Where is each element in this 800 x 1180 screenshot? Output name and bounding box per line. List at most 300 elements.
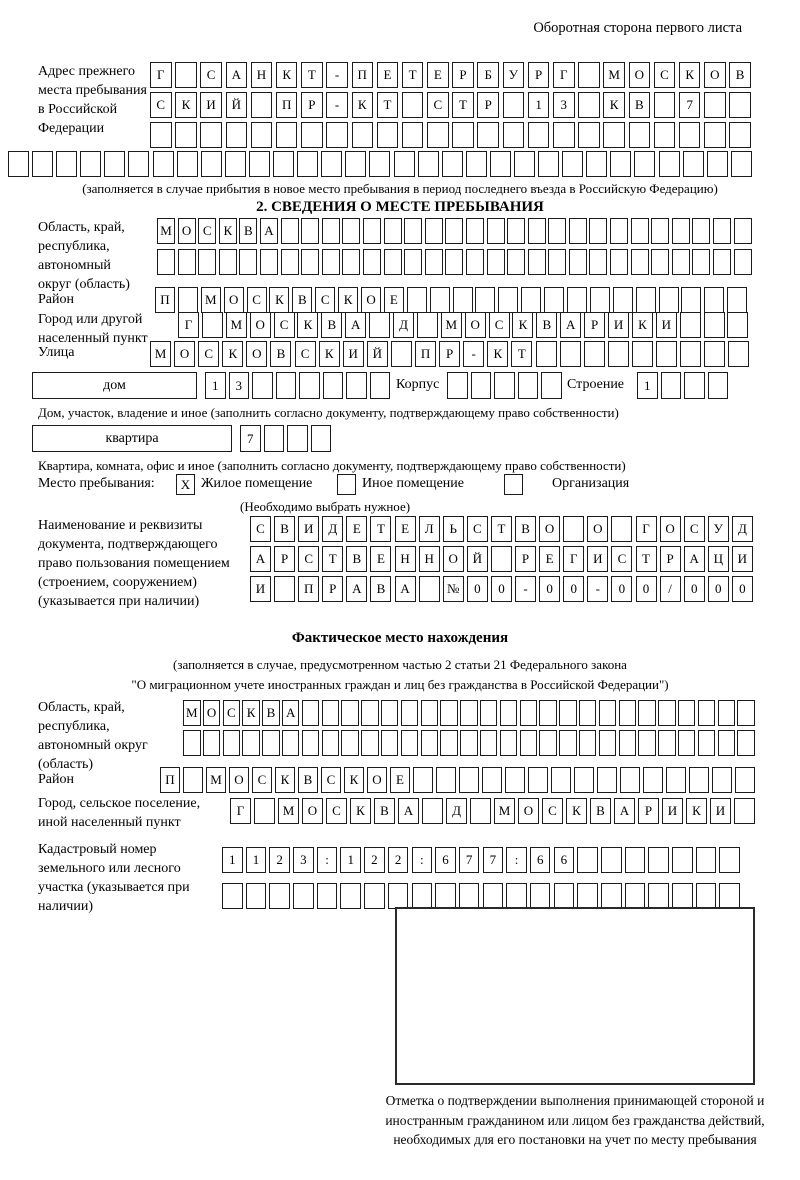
char-cell[interactable]: О bbox=[367, 767, 387, 793]
char-cell[interactable] bbox=[246, 883, 267, 909]
char-cell[interactable] bbox=[8, 151, 29, 177]
char-cell[interactable]: - bbox=[515, 576, 536, 602]
char-cell[interactable]: - bbox=[463, 341, 484, 367]
char-cell[interactable] bbox=[282, 730, 300, 756]
char-cell[interactable] bbox=[226, 122, 248, 148]
char-cell[interactable]: О bbox=[250, 312, 271, 338]
char-cell[interactable]: М bbox=[603, 62, 625, 88]
char-cell[interactable]: К bbox=[350, 798, 371, 824]
char-cell[interactable] bbox=[579, 700, 597, 726]
char-cell[interactable]: 6 bbox=[554, 847, 575, 873]
char-cell[interactable] bbox=[269, 883, 290, 909]
char-cell[interactable] bbox=[201, 151, 222, 177]
char-cell[interactable] bbox=[601, 883, 622, 909]
char-cell[interactable] bbox=[341, 730, 359, 756]
char-cell[interactable] bbox=[281, 218, 299, 244]
char-cell[interactable]: В bbox=[729, 62, 751, 88]
char-cell[interactable]: О bbox=[229, 767, 249, 793]
char-cell[interactable]: С bbox=[321, 767, 341, 793]
char-cell[interactable] bbox=[734, 218, 752, 244]
char-cell[interactable]: А bbox=[560, 312, 581, 338]
char-cell[interactable] bbox=[734, 798, 755, 824]
char-cell[interactable] bbox=[589, 249, 607, 275]
char-cell[interactable]: С bbox=[223, 700, 241, 726]
char-cell[interactable] bbox=[440, 700, 458, 726]
char-cell[interactable]: Е bbox=[390, 767, 410, 793]
char-cell[interactable]: С bbox=[611, 546, 632, 572]
char-cell[interactable]: 7 bbox=[240, 425, 261, 452]
char-cell[interactable] bbox=[150, 122, 172, 148]
char-cell[interactable] bbox=[729, 122, 751, 148]
char-cell[interactable] bbox=[597, 767, 617, 793]
char-cell[interactable]: В bbox=[270, 341, 291, 367]
char-cell[interactable] bbox=[577, 883, 598, 909]
char-cell[interactable] bbox=[651, 249, 669, 275]
char-cell[interactable] bbox=[480, 700, 498, 726]
char-cell[interactable] bbox=[651, 218, 669, 244]
char-cell[interactable] bbox=[249, 151, 270, 177]
char-cell[interactable] bbox=[735, 767, 755, 793]
char-cell[interactable]: 2 bbox=[269, 847, 290, 873]
char-cell[interactable] bbox=[460, 700, 478, 726]
char-cell[interactable]: С bbox=[654, 62, 676, 88]
char-cell[interactable] bbox=[528, 249, 546, 275]
char-cell[interactable] bbox=[696, 847, 717, 873]
char-cell[interactable]: У bbox=[708, 516, 729, 542]
char-cell[interactable] bbox=[363, 249, 381, 275]
char-cell[interactable] bbox=[491, 546, 512, 572]
char-cell[interactable]: И bbox=[250, 576, 271, 602]
char-cell[interactable]: С bbox=[467, 516, 488, 542]
char-cell[interactable] bbox=[704, 92, 726, 118]
char-cell[interactable]: Т bbox=[377, 92, 399, 118]
char-cell[interactable] bbox=[731, 151, 752, 177]
char-cell[interactable] bbox=[276, 372, 297, 399]
char-cell[interactable] bbox=[727, 287, 747, 313]
char-cell[interactable] bbox=[326, 122, 348, 148]
char-cell[interactable] bbox=[274, 576, 295, 602]
char-cell[interactable] bbox=[562, 151, 583, 177]
char-cell[interactable]: О bbox=[443, 546, 464, 572]
char-cell[interactable] bbox=[157, 249, 175, 275]
char-cell[interactable] bbox=[494, 372, 515, 399]
char-cell[interactable] bbox=[551, 767, 571, 793]
char-cell[interactable]: Т bbox=[452, 92, 474, 118]
char-cell[interactable]: М bbox=[150, 341, 171, 367]
char-cell[interactable]: Г bbox=[230, 798, 251, 824]
char-cell[interactable]: С bbox=[200, 62, 222, 88]
char-cell[interactable]: А bbox=[684, 546, 705, 572]
char-cell[interactable]: П bbox=[415, 341, 436, 367]
apartment-box[interactable]: квартира bbox=[32, 425, 232, 452]
char-cell[interactable] bbox=[80, 151, 101, 177]
char-cell[interactable] bbox=[608, 341, 629, 367]
char-cell[interactable] bbox=[471, 372, 492, 399]
char-cell[interactable] bbox=[563, 516, 584, 542]
char-cell[interactable]: У bbox=[503, 62, 525, 88]
char-cell[interactable] bbox=[342, 249, 360, 275]
char-cell[interactable] bbox=[683, 151, 704, 177]
char-cell[interactable] bbox=[648, 847, 669, 873]
char-cell[interactable] bbox=[599, 700, 617, 726]
char-cell[interactable] bbox=[384, 249, 402, 275]
char-cell[interactable] bbox=[528, 122, 550, 148]
char-cell[interactable] bbox=[299, 372, 320, 399]
char-cell[interactable] bbox=[301, 218, 319, 244]
char-cell[interactable]: К bbox=[352, 92, 374, 118]
char-cell[interactable] bbox=[603, 122, 625, 148]
char-cell[interactable] bbox=[183, 730, 201, 756]
char-cell[interactable] bbox=[128, 151, 149, 177]
char-cell[interactable] bbox=[536, 341, 557, 367]
char-cell[interactable] bbox=[459, 767, 479, 793]
char-cell[interactable] bbox=[620, 767, 640, 793]
char-cell[interactable]: И bbox=[732, 546, 753, 572]
char-cell[interactable]: Е bbox=[395, 516, 416, 542]
char-cell[interactable] bbox=[658, 700, 676, 726]
char-cell[interactable] bbox=[610, 151, 631, 177]
char-cell[interactable]: Т bbox=[370, 516, 391, 542]
char-cell[interactable] bbox=[440, 730, 458, 756]
checkbox-other-premises[interactable] bbox=[337, 474, 356, 495]
char-cell[interactable] bbox=[684, 372, 705, 399]
char-cell[interactable]: А bbox=[260, 218, 278, 244]
char-cell[interactable] bbox=[322, 218, 340, 244]
char-cell[interactable]: К bbox=[276, 62, 298, 88]
char-cell[interactable]: К bbox=[297, 312, 318, 338]
char-cell[interactable]: А bbox=[398, 798, 419, 824]
char-cell[interactable]: 0 bbox=[611, 576, 632, 602]
char-cell[interactable]: Т bbox=[491, 516, 512, 542]
char-cell[interactable] bbox=[680, 312, 701, 338]
char-cell[interactable]: Р bbox=[322, 576, 343, 602]
char-cell[interactable] bbox=[632, 341, 653, 367]
char-cell[interactable]: О bbox=[465, 312, 486, 338]
char-cell[interactable] bbox=[153, 151, 174, 177]
char-cell[interactable] bbox=[654, 122, 676, 148]
char-cell[interactable] bbox=[500, 730, 518, 756]
char-cell[interactable] bbox=[658, 730, 676, 756]
char-cell[interactable] bbox=[520, 700, 538, 726]
char-cell[interactable] bbox=[223, 730, 241, 756]
char-cell[interactable] bbox=[734, 249, 752, 275]
char-cell[interactable] bbox=[728, 341, 749, 367]
char-cell[interactable] bbox=[178, 287, 198, 313]
char-cell[interactable] bbox=[311, 425, 332, 452]
char-cell[interactable]: К bbox=[679, 62, 701, 88]
char-cell[interactable] bbox=[539, 700, 557, 726]
char-cell[interactable]: В bbox=[321, 312, 342, 338]
char-cell[interactable]: П bbox=[276, 92, 298, 118]
char-cell[interactable] bbox=[264, 425, 285, 452]
char-cell[interactable] bbox=[538, 151, 559, 177]
char-cell[interactable]: Н bbox=[419, 546, 440, 572]
char-cell[interactable] bbox=[548, 249, 566, 275]
char-cell[interactable] bbox=[239, 249, 257, 275]
char-cell[interactable]: О bbox=[518, 798, 539, 824]
char-cell[interactable] bbox=[539, 730, 557, 756]
char-cell[interactable]: 1 bbox=[528, 92, 550, 118]
char-cell[interactable]: Г bbox=[553, 62, 575, 88]
char-cell[interactable] bbox=[436, 767, 456, 793]
char-cell[interactable] bbox=[388, 883, 409, 909]
char-cell[interactable]: К bbox=[512, 312, 533, 338]
char-cell[interactable] bbox=[718, 730, 736, 756]
char-cell[interactable] bbox=[466, 151, 487, 177]
char-cell[interactable]: 0 bbox=[467, 576, 488, 602]
char-cell[interactable]: О bbox=[539, 516, 560, 542]
char-cell[interactable] bbox=[394, 151, 415, 177]
char-cell[interactable]: О bbox=[587, 516, 608, 542]
char-cell[interactable] bbox=[521, 287, 541, 313]
char-cell[interactable]: И bbox=[656, 312, 677, 338]
char-cell[interactable]: С bbox=[247, 287, 267, 313]
char-cell[interactable]: 7 bbox=[483, 847, 504, 873]
char-cell[interactable] bbox=[707, 151, 728, 177]
char-cell[interactable] bbox=[363, 218, 381, 244]
char-cell[interactable]: К bbox=[175, 92, 197, 118]
char-cell[interactable] bbox=[505, 767, 525, 793]
char-cell[interactable] bbox=[589, 218, 607, 244]
char-cell[interactable]: № bbox=[443, 576, 464, 602]
char-cell[interactable] bbox=[704, 312, 725, 338]
char-cell[interactable] bbox=[719, 883, 740, 909]
char-cell[interactable]: Е bbox=[377, 62, 399, 88]
char-cell[interactable] bbox=[708, 372, 729, 399]
char-cell[interactable] bbox=[659, 151, 680, 177]
char-cell[interactable] bbox=[447, 372, 468, 399]
char-cell[interactable] bbox=[178, 249, 196, 275]
char-cell[interactable]: И bbox=[298, 516, 319, 542]
char-cell[interactable]: 1 bbox=[637, 372, 658, 399]
char-cell[interactable] bbox=[672, 883, 693, 909]
char-cell[interactable] bbox=[480, 730, 498, 756]
char-cell[interactable] bbox=[273, 151, 294, 177]
char-cell[interactable] bbox=[661, 372, 682, 399]
char-cell[interactable]: В bbox=[515, 516, 536, 542]
char-cell[interactable] bbox=[713, 249, 731, 275]
char-cell[interactable] bbox=[203, 730, 221, 756]
char-cell[interactable]: С bbox=[198, 341, 219, 367]
char-cell[interactable]: К bbox=[219, 218, 237, 244]
char-cell[interactable] bbox=[507, 218, 525, 244]
char-cell[interactable] bbox=[528, 218, 546, 244]
char-cell[interactable] bbox=[718, 700, 736, 726]
char-cell[interactable] bbox=[559, 730, 577, 756]
char-cell[interactable] bbox=[679, 122, 701, 148]
char-cell[interactable] bbox=[302, 730, 320, 756]
char-cell[interactable]: Т bbox=[636, 546, 657, 572]
char-cell[interactable]: Р bbox=[439, 341, 460, 367]
char-cell[interactable]: П bbox=[155, 287, 175, 313]
char-cell[interactable]: 2 bbox=[388, 847, 409, 873]
char-cell[interactable]: И bbox=[662, 798, 683, 824]
char-cell[interactable] bbox=[475, 287, 495, 313]
char-cell[interactable]: 0 bbox=[732, 576, 753, 602]
char-cell[interactable]: Г bbox=[178, 312, 199, 338]
char-cell[interactable]: А bbox=[282, 700, 300, 726]
char-cell[interactable] bbox=[636, 287, 656, 313]
char-cell[interactable] bbox=[634, 151, 655, 177]
char-cell[interactable] bbox=[381, 700, 399, 726]
char-cell[interactable] bbox=[698, 700, 716, 726]
char-cell[interactable] bbox=[704, 287, 724, 313]
char-cell[interactable] bbox=[340, 883, 361, 909]
char-cell[interactable]: - bbox=[587, 576, 608, 602]
char-cell[interactable]: Ь bbox=[443, 516, 464, 542]
char-cell[interactable]: Р bbox=[515, 546, 536, 572]
char-cell[interactable]: В bbox=[298, 767, 318, 793]
char-cell[interactable] bbox=[287, 425, 308, 452]
char-cell[interactable] bbox=[719, 847, 740, 873]
char-cell[interactable] bbox=[498, 287, 518, 313]
char-cell[interactable] bbox=[321, 151, 342, 177]
char-cell[interactable] bbox=[729, 92, 751, 118]
char-cell[interactable] bbox=[601, 847, 622, 873]
char-cell[interactable] bbox=[322, 249, 340, 275]
char-cell[interactable] bbox=[666, 767, 686, 793]
char-cell[interactable] bbox=[586, 151, 607, 177]
char-cell[interactable] bbox=[672, 218, 690, 244]
char-cell[interactable]: К bbox=[275, 767, 295, 793]
char-cell[interactable]: С bbox=[150, 92, 172, 118]
char-cell[interactable]: М bbox=[441, 312, 462, 338]
char-cell[interactable] bbox=[553, 122, 575, 148]
char-cell[interactable]: К bbox=[632, 312, 653, 338]
char-cell[interactable] bbox=[579, 730, 597, 756]
char-cell[interactable]: 1 bbox=[205, 372, 226, 399]
char-cell[interactable] bbox=[599, 730, 617, 756]
char-cell[interactable] bbox=[704, 341, 725, 367]
char-cell[interactable]: В bbox=[590, 798, 611, 824]
char-cell[interactable]: В bbox=[274, 516, 295, 542]
char-cell[interactable]: С bbox=[198, 218, 216, 244]
char-cell[interactable] bbox=[477, 122, 499, 148]
char-cell[interactable] bbox=[590, 287, 610, 313]
char-cell[interactable] bbox=[528, 767, 548, 793]
house-box[interactable]: дом bbox=[32, 372, 197, 399]
char-cell[interactable] bbox=[737, 700, 755, 726]
char-cell[interactable] bbox=[391, 341, 412, 367]
char-cell[interactable] bbox=[262, 730, 280, 756]
char-cell[interactable] bbox=[183, 767, 203, 793]
char-cell[interactable] bbox=[577, 847, 598, 873]
char-cell[interactable] bbox=[293, 883, 314, 909]
char-cell[interactable] bbox=[689, 767, 709, 793]
char-cell[interactable]: Д bbox=[322, 516, 343, 542]
char-cell[interactable]: К bbox=[269, 287, 289, 313]
char-cell[interactable] bbox=[417, 312, 438, 338]
char-cell[interactable]: К bbox=[319, 341, 340, 367]
char-cell[interactable] bbox=[222, 883, 243, 909]
char-cell[interactable]: 0 bbox=[708, 576, 729, 602]
char-cell[interactable]: 1 bbox=[222, 847, 243, 873]
char-cell[interactable]: 0 bbox=[684, 576, 705, 602]
char-cell[interactable] bbox=[369, 151, 390, 177]
char-cell[interactable] bbox=[384, 218, 402, 244]
char-cell[interactable] bbox=[369, 312, 390, 338]
char-cell[interactable]: : bbox=[412, 847, 433, 873]
char-cell[interactable] bbox=[681, 287, 701, 313]
char-cell[interactable] bbox=[177, 151, 198, 177]
checkbox-residential[interactable]: X bbox=[176, 474, 195, 495]
char-cell[interactable] bbox=[412, 883, 433, 909]
char-cell[interactable] bbox=[322, 700, 340, 726]
char-cell[interactable]: Е bbox=[427, 62, 449, 88]
char-cell[interactable]: 1 bbox=[246, 847, 267, 873]
char-cell[interactable]: - bbox=[326, 92, 348, 118]
char-cell[interactable] bbox=[381, 730, 399, 756]
char-cell[interactable] bbox=[421, 700, 439, 726]
char-cell[interactable] bbox=[631, 249, 649, 275]
char-cell[interactable] bbox=[175, 62, 197, 88]
char-cell[interactable] bbox=[418, 151, 439, 177]
char-cell[interactable]: Й bbox=[467, 546, 488, 572]
char-cell[interactable]: С bbox=[315, 287, 335, 313]
char-cell[interactable]: : bbox=[506, 847, 527, 873]
char-cell[interactable] bbox=[737, 730, 755, 756]
char-cell[interactable] bbox=[559, 700, 577, 726]
char-cell[interactable]: В bbox=[374, 798, 395, 824]
char-cell[interactable]: В bbox=[370, 576, 391, 602]
char-cell[interactable] bbox=[483, 883, 504, 909]
char-cell[interactable] bbox=[425, 249, 443, 275]
char-cell[interactable] bbox=[578, 62, 600, 88]
char-cell[interactable]: С bbox=[684, 516, 705, 542]
char-cell[interactable] bbox=[445, 218, 463, 244]
char-cell[interactable] bbox=[613, 287, 633, 313]
char-cell[interactable]: И bbox=[200, 92, 222, 118]
char-cell[interactable]: П bbox=[352, 62, 374, 88]
char-cell[interactable]: С bbox=[489, 312, 510, 338]
char-cell[interactable]: Г bbox=[636, 516, 657, 542]
char-cell[interactable] bbox=[251, 92, 273, 118]
char-cell[interactable]: Д bbox=[393, 312, 414, 338]
char-cell[interactable]: / bbox=[660, 576, 681, 602]
char-cell[interactable]: О bbox=[203, 700, 221, 726]
char-cell[interactable]: М bbox=[183, 700, 201, 726]
char-cell[interactable]: А bbox=[346, 576, 367, 602]
char-cell[interactable] bbox=[713, 218, 731, 244]
char-cell[interactable] bbox=[611, 516, 632, 542]
char-cell[interactable] bbox=[678, 700, 696, 726]
char-cell[interactable] bbox=[574, 767, 594, 793]
char-cell[interactable] bbox=[648, 883, 669, 909]
char-cell[interactable] bbox=[200, 122, 222, 148]
char-cell[interactable]: 3 bbox=[293, 847, 314, 873]
char-cell[interactable]: Т bbox=[402, 62, 424, 88]
char-cell[interactable] bbox=[260, 249, 278, 275]
char-cell[interactable] bbox=[435, 883, 456, 909]
char-cell[interactable] bbox=[404, 249, 422, 275]
char-cell[interactable] bbox=[281, 249, 299, 275]
char-cell[interactable]: 2 bbox=[364, 847, 385, 873]
char-cell[interactable]: Р bbox=[528, 62, 550, 88]
char-cell[interactable] bbox=[442, 151, 463, 177]
char-cell[interactable] bbox=[198, 249, 216, 275]
char-cell[interactable]: С bbox=[542, 798, 563, 824]
char-cell[interactable] bbox=[364, 883, 385, 909]
char-cell[interactable]: 7 bbox=[679, 92, 701, 118]
char-cell[interactable]: 1 bbox=[340, 847, 361, 873]
char-cell[interactable] bbox=[672, 847, 693, 873]
char-cell[interactable]: К bbox=[222, 341, 243, 367]
char-cell[interactable] bbox=[407, 287, 427, 313]
char-cell[interactable] bbox=[680, 341, 701, 367]
char-cell[interactable]: В bbox=[292, 287, 312, 313]
char-cell[interactable] bbox=[470, 798, 491, 824]
char-cell[interactable] bbox=[692, 249, 710, 275]
